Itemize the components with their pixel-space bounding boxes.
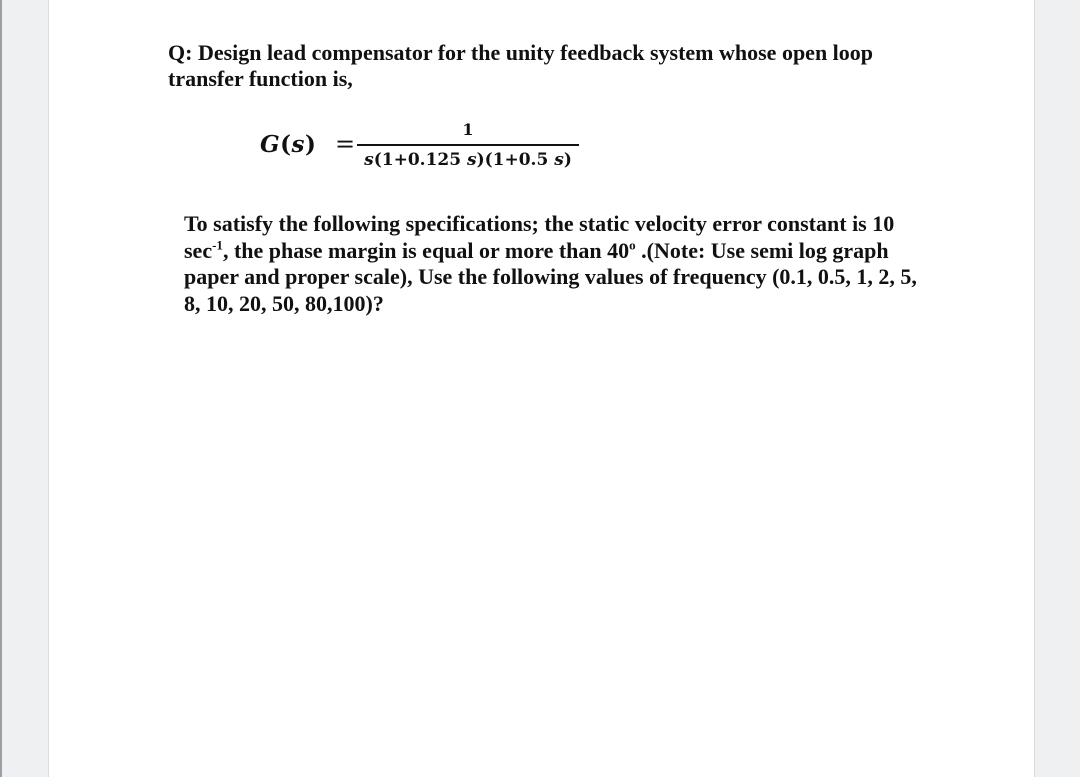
denom-factor2-close: ) xyxy=(563,149,572,170)
denom-factor2-open: (1+0.5 xyxy=(484,149,555,170)
spec-part3: .(Note: Use semi log graph paper and proper scale), Use the following values of frequency (0.1, 0.5, 1, 2, 5, 8, 10, 20, 50, 80,100)? xyxy=(184,237,917,316)
denom-s2: s xyxy=(466,149,477,170)
fraction xyxy=(357,118,579,172)
document-page xyxy=(48,0,1035,777)
transfer-function-equation xyxy=(260,118,660,178)
denom-s1: s xyxy=(364,149,374,170)
spec-part2: , the phase margin is equal or more than 40 xyxy=(222,237,630,263)
spec-exponent: -1 xyxy=(212,237,223,253)
lhs-open-paren: ( xyxy=(280,131,292,158)
spec-part1: To satisfy the following specifications; the static velocity error constant is 10 sec xyxy=(184,211,895,263)
specification-text xyxy=(184,211,919,317)
equals-sign: = xyxy=(335,130,356,158)
lhs-close-paren: ) xyxy=(305,131,317,158)
viewer-left-edge xyxy=(0,0,2,777)
denominator xyxy=(357,148,579,172)
denom-factor1-close: ) xyxy=(476,149,485,170)
denom-factor1-open: (1+0.125 xyxy=(373,149,467,170)
denom-s3: s xyxy=(554,149,564,170)
fraction-bar xyxy=(357,144,579,146)
function-name: G xyxy=(260,131,281,158)
function-variable: s xyxy=(291,131,305,158)
numerator: 1 xyxy=(462,120,474,139)
question-text: Q: Design lead compensator for the unity feedback system whose open loop transfer function is, xyxy=(168,40,874,91)
equation-lhs xyxy=(260,131,316,158)
degree-symbol: o xyxy=(629,237,636,253)
